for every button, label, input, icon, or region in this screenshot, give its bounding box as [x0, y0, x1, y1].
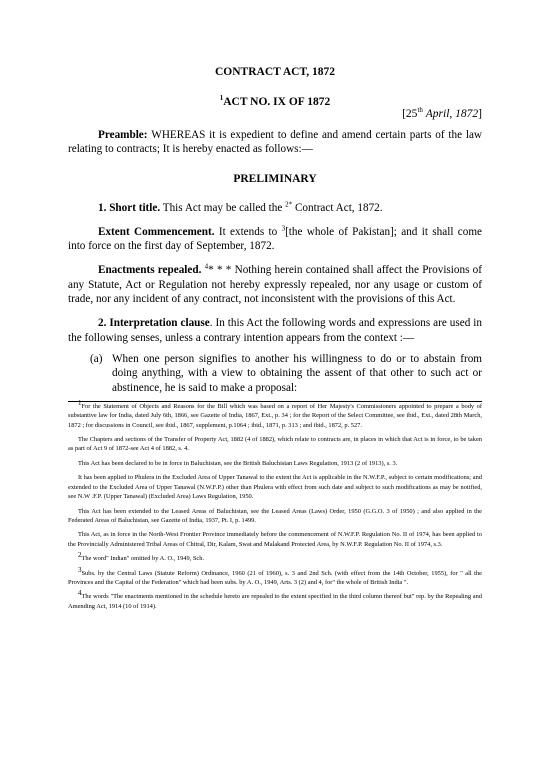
footnote-marker: 1: [78, 398, 82, 407]
footnote-3: [68, 565, 482, 588]
date-rest: April, 1872: [425, 108, 479, 120]
date-open: [25: [402, 108, 418, 120]
extent-text-end: [the whole of Pakistan]; and it shall come into force on the first day of September, 1872.: [68, 225, 482, 253]
footnote-text: The words "The enactments mentioned in the schedule hereto are repealed to the extent specified in the third column thereof but" rep. by the Repealing and Amending Act, 1914 (10 of 1914).: [68, 593, 482, 610]
clause-a: [68, 352, 482, 395]
footnote-1d: It has been applied to Phulera in the Excluded Area of Upper Tanawal to the extent the Act is applicable in the N.W.F.P., subject to certain modifications; and extended to the Excluded Area of Upper Tanawal (N.W.F.P.) other than Phulera with effect from such date and subject to such modifications as may be notified, see N.W .F.P. (Upper Tanawal) (Excluded Area) Laws Regulation, 1950.: [68, 474, 482, 501]
footnote-marker: 3: [78, 565, 82, 574]
enactments-text: * * * Nothing herein contained shall affect the Provisions of any Statute, Act or Regulation not hereby expressly repealed, nor any usage or custom of trade, nor any incident of any contract, not inconsistent with the provisions of this Act.: [68, 264, 482, 306]
footnote-marker: 1: [219, 94, 224, 103]
footnote-4: [68, 589, 482, 611]
section-1-text-end: Contract Act, 1872.: [292, 201, 383, 214]
document-title: CONTRACT ACT, 1872: [214, 66, 336, 78]
footnote-2: [68, 551, 482, 563]
footnote-1c: This Act has been declared to be in force in Baluchistan, see the British Baluchistan Laws Regulation, 1913 (2 of 1913), s. 3.: [78, 459, 398, 467]
section-2: [68, 316, 482, 345]
section-1: [68, 201, 482, 215]
extent-commencement: [68, 225, 482, 254]
date-close: ]: [478, 108, 482, 120]
footnote-marker: 4: [78, 589, 82, 598]
footnote-text: For the Statement of Objects and Reasons for the Bill which was based on a report of Her Majesty's Commissioners appointed to prepare a body of substantive law for India, dated July 6th, 1866, see Gazette of India, 1867, Ext., p. 34 ; for the Report of the Select Committee, see ibid., Ext., dated 28th March, 1872 ; for discussions in Council, see ibid., 1867, supplement, p.1064 ; ibid., 1871, p. 313 ; and ibid., 1872, p. 527.: [68, 402, 482, 429]
preamble-label: Preamble:: [98, 129, 148, 141]
extent-label: Extent Commencement.: [98, 225, 215, 238]
footnote-text: Subs. by the Central Laws (Statute Reform) Ordinance, 1960 (21 of 1960), s. 3 and 2nd Sch. (with effect from the 14th October, 1955), for " all the Provinces and the Capital of the Federation" which had been subs. by A. O., 1949, Arts. 3 (2) and 4, for" the whole of British India ".: [68, 569, 482, 586]
enactment-date: [68, 108, 482, 120]
preamble-whereas: WHEREAS: [151, 129, 206, 141]
preamble-text: it is expedient to define and amend certain parts of the law relating to contracts; It is hereby enacted as follows:—: [68, 129, 482, 156]
footnote-1b: The Chapters and sections of the Transfer of Property Act, 1882 (4 of 1882), which relate to contracts are, in places in which that Act is in force, to be taken as part of Act 9 of 1872-see Act 4 of 1882, s. 4.: [68, 436, 482, 453]
footnote-1f: This Act, as in force in the North-West Frontier Province immediately before the commencement of N.W.F.P. Regulation No. II of 1974, has been applied to the Provincially Administered Tribal Areas of Chitral, Dir, Kalam, Swat and Malakand Protected Area, by N.W.F.P. Regulation No. II of 1974, s.3.: [68, 531, 482, 548]
section-heading: PRELIMINARY: [233, 172, 317, 185]
footnote-marker: 2*: [285, 199, 293, 208]
clause-text: When one person signifies to another his willingness to do or to abstain from doing anything, with a view to obtaining the assent of that other to such act or abstinence, he is said to make a proposal:: [112, 352, 482, 394]
section-2-text: . In this Act the following words and expressions are used in the following senses, unless a contrary intention appears from the context :—: [68, 317, 482, 344]
enactments-repealed: [68, 263, 482, 306]
section-1-text: This Act may be called the: [160, 201, 286, 214]
act-number-text: ACT NO. IX OF 1872: [223, 96, 331, 108]
footnote-1: [68, 398, 482, 430]
footnote-marker: 2: [78, 551, 82, 560]
footnote-marker: 4: [204, 262, 209, 271]
footnotes: [68, 398, 482, 611]
extent-text: It extends to: [214, 225, 282, 238]
enactments-label: Enactments repealed.: [98, 264, 202, 277]
section-2-label: 2. Interpretation clause: [98, 317, 210, 330]
footnote-text: The word" Indian" omitted by A. O., 1949, Sch.: [81, 555, 205, 563]
footnote-marker: 3: [281, 224, 286, 233]
preamble: [68, 128, 482, 157]
section-1-label: 1. Short title.: [98, 201, 161, 214]
date-suffix: th: [417, 106, 423, 115]
footnote-1e: This Act has been extended to the Leased Areas of Baluchistan, see the Leased Areas (Laws) Order, 1950 (G.G.O. 3 of 1950) ; and also applied in the Federated Areas of Baluchistan, see Gazette of India, 1937, Pt. I, p. 1499.: [68, 507, 482, 524]
clause-label: (a): [90, 352, 103, 365]
